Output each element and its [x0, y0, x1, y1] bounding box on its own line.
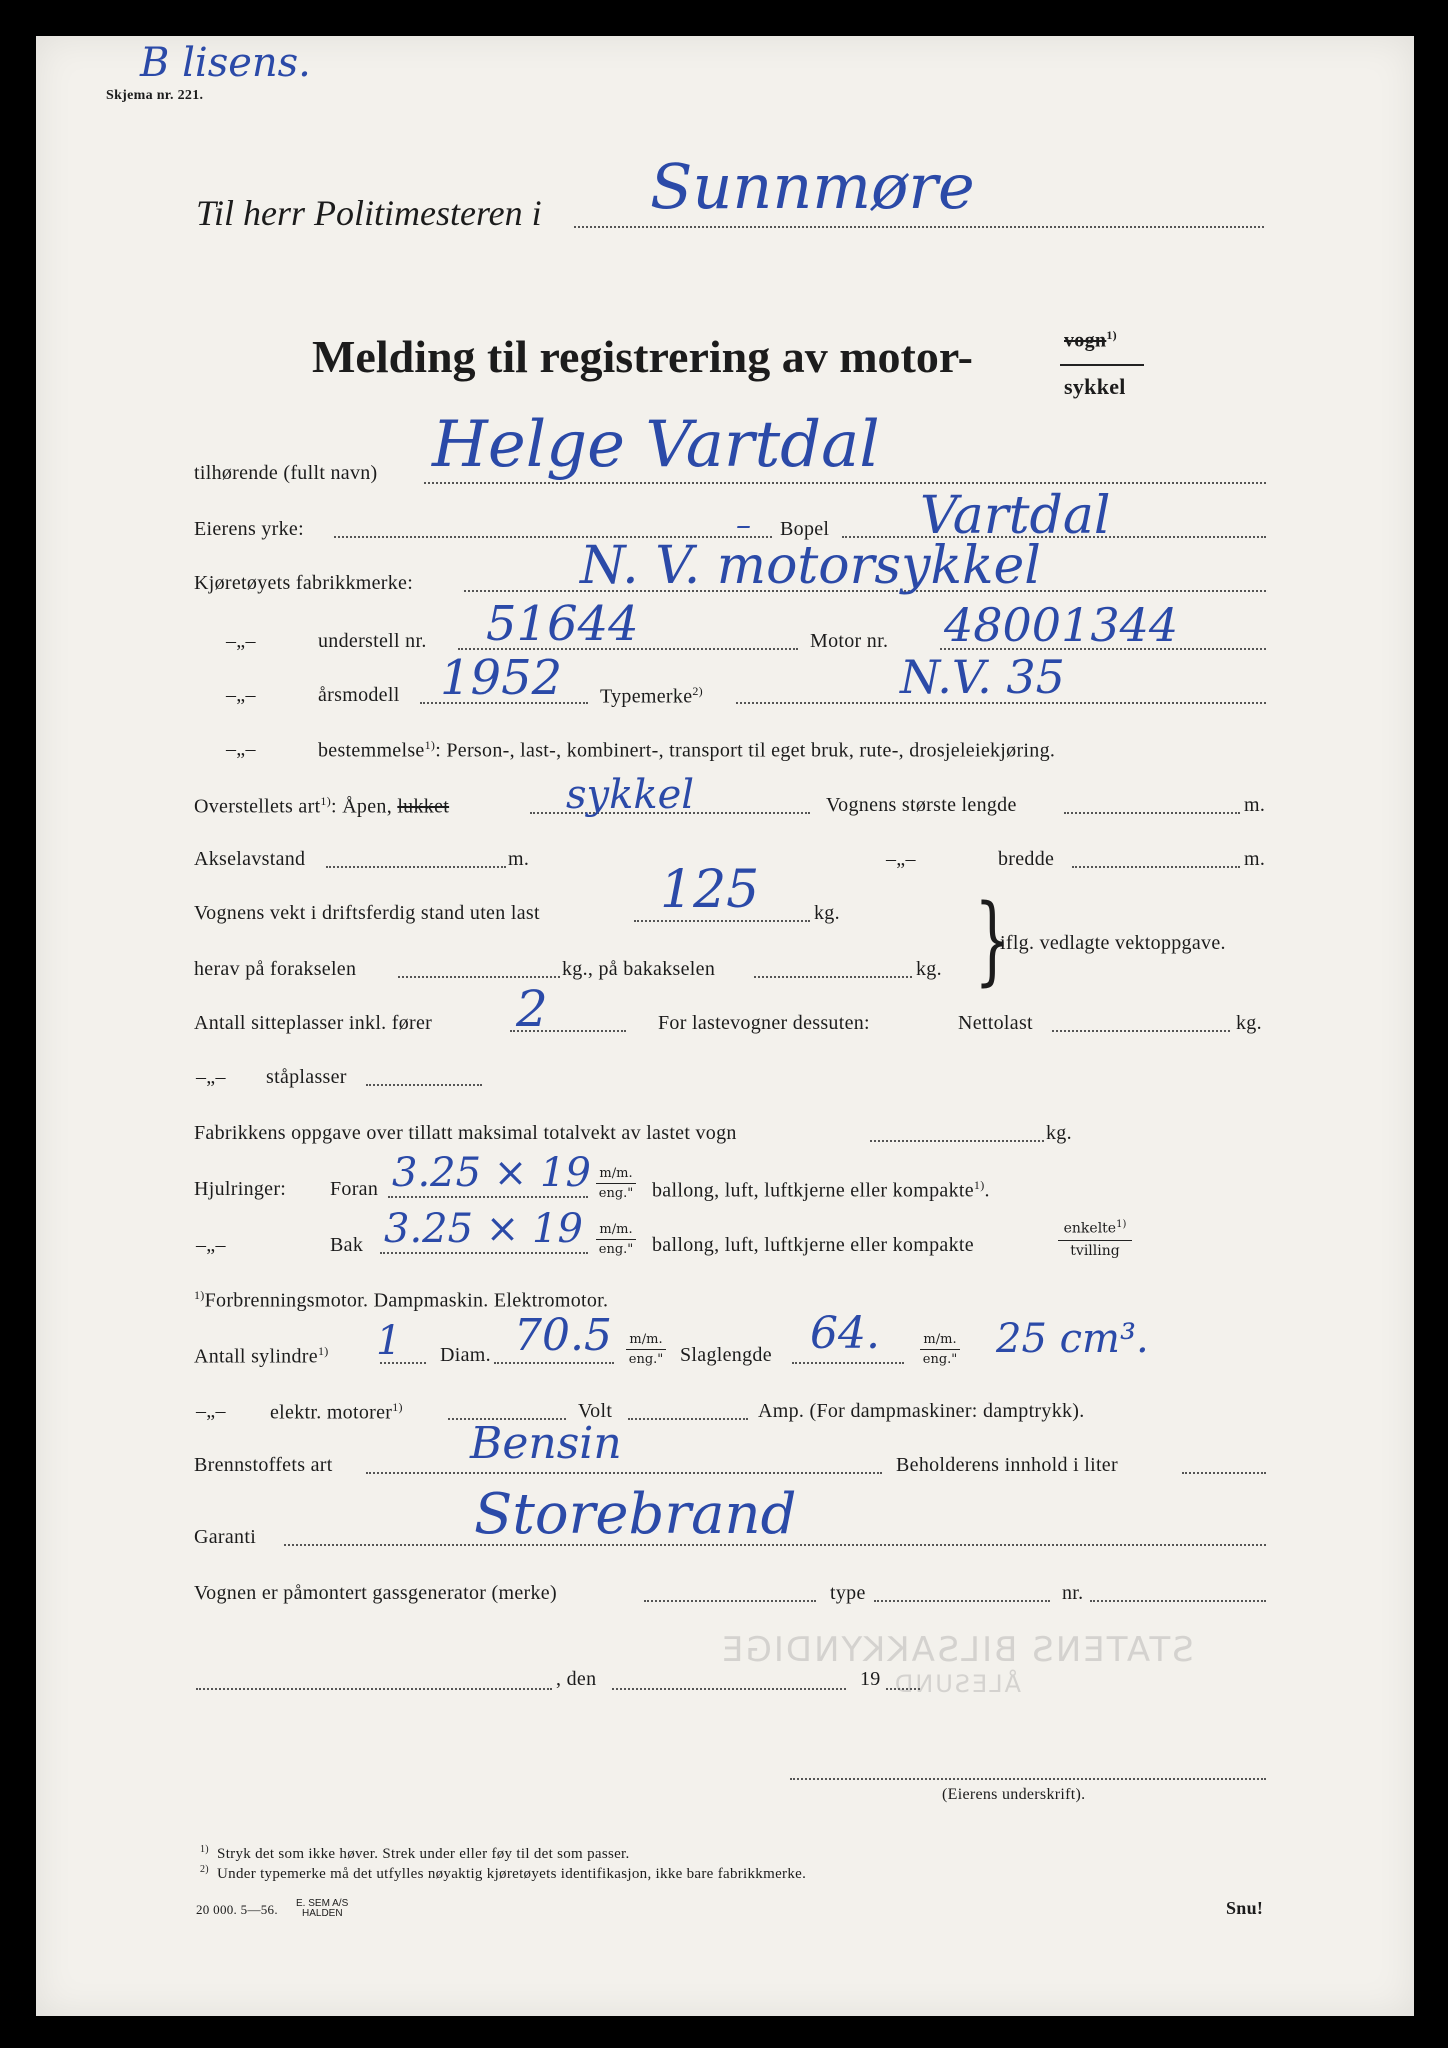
form-number: Skjema nr. 221. — [106, 88, 204, 103]
stroke-value[interactable]: 64. — [810, 1308, 880, 1359]
cyl-value[interactable]: 1 — [376, 1318, 402, 1364]
place-dots — [196, 1688, 552, 1690]
type-label-text: Typemerke — [600, 685, 693, 708]
engines-row — [194, 1288, 608, 1313]
volt-dots — [628, 1418, 748, 1420]
elmotor-label-text: elektr. motorer — [270, 1401, 393, 1424]
stamp-line-1: STATENS BILSAKKYNDIGE — [720, 1630, 1194, 1670]
footnote-1-marker: 1) — [200, 1844, 209, 1855]
stroke-eng: eng." — [922, 1352, 958, 1367]
width-label: bredde — [998, 848, 1055, 870]
corner-handwriting: B lisens. — [140, 40, 311, 86]
single-option — [1058, 1216, 1132, 1238]
engines-options: Forbrenningsmotor. Dampmaskin. Elektromotor. — [204, 1289, 609, 1312]
length-unit: m. — [1244, 794, 1266, 816]
diam-label: Diam. — [440, 1344, 491, 1366]
weight-dots — [634, 920, 810, 922]
gas-dots — [644, 1600, 816, 1602]
engine-label: Motor nr. — [810, 630, 889, 652]
weight-unit: kg. — [814, 902, 840, 924]
maxweight-dots — [870, 1140, 1044, 1142]
year-label: årsmodell — [318, 684, 400, 706]
to-value[interactable]: Sunnmøre — [650, 150, 975, 223]
body-value[interactable]: sykkel — [566, 772, 695, 818]
body-label: Overstellets art — [194, 795, 321, 818]
standing-dots — [366, 1084, 482, 1086]
footnote-2-text: Under typemerke må det utfylles nøyaktig kjøretøyets identifikasjon, ikke bare fabrikkmerke. — [217, 1866, 807, 1882]
weight-value[interactable]: 125 — [660, 860, 760, 920]
seats-value[interactable]: 2 — [516, 980, 548, 1038]
volt-label: Volt — [578, 1400, 613, 1422]
owner-label: tilhørende (fullt navn) — [194, 462, 378, 484]
diam-mm: m/m. — [629, 1332, 663, 1347]
stroke-frac-bar — [920, 1349, 960, 1350]
maxweight-label: Fabrikkens oppgave over tillatt maksimal totalvekt av lastet vogn — [194, 1122, 737, 1144]
type-note: 2) — [692, 684, 703, 698]
body-struck: lukket — [397, 795, 450, 818]
front-mm: m/m. — [599, 1166, 633, 1181]
seats-label: Antall sitteplasser inkl. fører — [194, 1012, 433, 1034]
footnote-1 — [200, 1844, 630, 1863]
rear-tire-text: ballong, luft, luftkjerne eller kompakte — [652, 1234, 974, 1256]
title-strike — [1064, 328, 1117, 353]
truck-label: For lastevogner dessuten: — [658, 1012, 870, 1034]
diam-unit-frac — [626, 1332, 666, 1367]
front-tire-text: ballong, luft, luftkjerne eller kompakte$^{1)}$. — [652, 1178, 990, 1202]
purpose-row — [318, 738, 1055, 763]
fuel-value[interactable]: Bensin — [470, 1418, 622, 1469]
front-dots — [388, 1196, 588, 1198]
axle-unit: m. — [508, 848, 530, 870]
width-unit: m. — [1244, 848, 1266, 870]
net-label: Nettolast — [958, 1012, 1033, 1034]
front-axle-label: herav på forakselen — [194, 958, 357, 980]
length-dots — [1064, 812, 1240, 814]
fuel-label: Brennstoffets art — [194, 1454, 333, 1476]
rear-eng: eng." — [598, 1242, 634, 1257]
rear-label: Bak — [330, 1234, 364, 1256]
maxweight-unit: kg. — [1046, 1122, 1072, 1144]
owner-value[interactable]: Helge Vartdal — [432, 408, 880, 482]
rear-axle-label: kg., på bakakselen — [562, 958, 716, 980]
footnote-2 — [200, 1864, 806, 1883]
wheels-label: Hjulringer: — [194, 1178, 287, 1200]
front-eng: eng." — [598, 1186, 634, 1201]
stroke-label: Slaglengde — [680, 1344, 772, 1366]
type-label — [600, 684, 703, 709]
diam-frac-bar — [626, 1349, 666, 1350]
make-label: Kjøretøyets fabrikkmerke: — [194, 572, 414, 594]
cyl-note: 1) — [317, 1344, 329, 1358]
date-year-dots — [886, 1688, 920, 1690]
front-tire-note: 1) — [973, 1178, 985, 1192]
twin-option: tvilling — [1070, 1242, 1120, 1259]
dash-7: –„– — [196, 1400, 226, 1422]
date-den: , den — [556, 1668, 597, 1690]
occupation-label: Eierens yrke: — [194, 518, 304, 540]
title-strike-note: 1) — [1106, 328, 1117, 342]
dash-1: –„– — [226, 630, 256, 652]
chassis-label: understell nr. — [318, 630, 427, 652]
title-sub: sykkel — [1064, 374, 1126, 399]
gas-label: Vognen er påmontert gassgenerator (merke) — [194, 1582, 557, 1604]
year-value[interactable]: 1952 — [440, 650, 563, 706]
front-frac-bar — [596, 1183, 636, 1184]
owner-dots — [424, 482, 1266, 484]
gas-type-label: type — [830, 1582, 866, 1604]
dash-2: –„– — [226, 684, 256, 706]
guarantee-label: Garanti — [194, 1526, 257, 1548]
make-value[interactable]: N. V. motorsykkel — [580, 536, 1041, 596]
residence-value[interactable]: Vartdal — [920, 486, 1111, 546]
body-note: 1) — [320, 794, 332, 808]
ccm-value[interactable]: 25 cm³. — [996, 1316, 1149, 1362]
engines-note: 1) — [194, 1288, 205, 1302]
width-dots — [1072, 866, 1240, 868]
printer-name: E. SEM A/S — [296, 1898, 349, 1909]
footnote-1-text: Stryk det som ikke høver. Strek under eller føy til det som passer. — [217, 1846, 630, 1862]
single-twin-frac — [1058, 1216, 1132, 1260]
gas-type-dots — [874, 1600, 1050, 1602]
tank-dots — [1182, 1472, 1266, 1474]
guarantee-value[interactable]: Storebrand — [474, 1482, 797, 1547]
signature-label: (Eierens underskrift). — [942, 1786, 1086, 1803]
rear-axle-unit: kg. — [916, 958, 942, 980]
single-note: 1) — [1116, 1219, 1127, 1230]
printer-place: HALDEN — [302, 1908, 343, 1919]
rear-axle-dots — [754, 976, 912, 978]
body-row — [194, 794, 449, 819]
purpose-options: : Person-, last-, kombinert-, transport til eget bruk, rute-, drosjeleiekjøring. — [435, 739, 1056, 762]
stamp-line-2: ÅLESUND — [892, 1670, 1021, 1698]
brace: } — [974, 884, 1011, 996]
gas-nr-label: nr. — [1062, 1582, 1084, 1604]
rear-unit-frac — [596, 1222, 636, 1257]
weight-note: iflg. vedlagte vektoppgave. — [1000, 932, 1226, 954]
print-info: 20 000. 5—56. — [196, 1902, 278, 1917]
dash-3: –„– — [226, 738, 256, 760]
type-value[interactable]: N.V. 35 — [900, 650, 1065, 704]
rear-frac-bar — [596, 1239, 636, 1240]
rear-dots — [380, 1252, 588, 1254]
stroke-unit-frac — [920, 1332, 960, 1367]
axle-label: Akselavstand — [194, 848, 306, 870]
dash-6: –„– — [196, 1234, 226, 1256]
body-open: : Åpen, — [331, 795, 393, 818]
footnote-2-marker: 2) — [200, 1864, 209, 1875]
title-rule — [1060, 364, 1144, 366]
front-value[interactable]: 3.25 × 19 — [392, 1150, 591, 1196]
cyl-label — [194, 1344, 329, 1369]
chassis-value[interactable]: 51644 — [486, 596, 639, 652]
dash-5: –„– — [196, 1066, 226, 1088]
front-unit-frac — [596, 1166, 636, 1201]
front-label: Foran — [330, 1178, 379, 1200]
amp-label: Amp. (For dampmaskiner: damptrykk). — [758, 1400, 1085, 1422]
dash-4: –„– — [886, 848, 916, 870]
single-text: enkelte — [1063, 1220, 1117, 1237]
elmotor-note: 1) — [392, 1400, 403, 1414]
signature-dots[interactable] — [790, 1778, 1266, 1780]
engine-value[interactable]: 48001344 — [944, 598, 1179, 652]
fuel-dots — [366, 1472, 882, 1474]
to-label: Til herr Politimesteren i — [196, 193, 542, 233]
net-unit: kg. — [1236, 1012, 1262, 1034]
gas-nr-dots — [1090, 1600, 1266, 1602]
residence-label: Bopel — [780, 518, 830, 540]
to-dots — [574, 226, 1264, 228]
page-title: Melding til registrering av motor- — [312, 331, 973, 382]
turn-over: Snu! — [1226, 1898, 1264, 1918]
diam-value[interactable]: 70.5 — [514, 1310, 612, 1361]
purpose-label: bestemmelse — [318, 739, 425, 762]
axle-dots — [326, 866, 506, 868]
tank-label: Beholderens innhold i liter — [896, 1454, 1118, 1476]
title-strike-word: vogn — [1064, 329, 1107, 352]
single-twin-bar — [1058, 1240, 1132, 1241]
date-year: 19 — [860, 1668, 881, 1690]
front-tire-options: ballong, luft, luftkjerne eller kompakte — [652, 1179, 974, 1202]
length-label: Vognens største lengde — [826, 794, 1017, 816]
rear-mm: m/m. — [599, 1222, 633, 1237]
occupation-value[interactable]: – — [736, 508, 751, 543]
stroke-dots — [792, 1362, 904, 1364]
elmotor-label — [270, 1400, 403, 1425]
diam-eng: eng." — [628, 1352, 664, 1367]
stroke-mm: m/m. — [923, 1332, 957, 1347]
net-dots — [1052, 1030, 1230, 1032]
standing-label: ståplasser — [266, 1066, 347, 1088]
date-dots — [612, 1688, 846, 1690]
diam-dots — [494, 1362, 614, 1364]
cyl-label-text: Antall sylindre — [194, 1345, 318, 1368]
weight-label: Vognens vekt i driftsferdig stand uten last — [194, 902, 540, 924]
rear-value[interactable]: 3.25 × 19 — [384, 1206, 583, 1252]
front-axle-dots — [398, 976, 560, 978]
purpose-note: 1) — [424, 738, 436, 752]
